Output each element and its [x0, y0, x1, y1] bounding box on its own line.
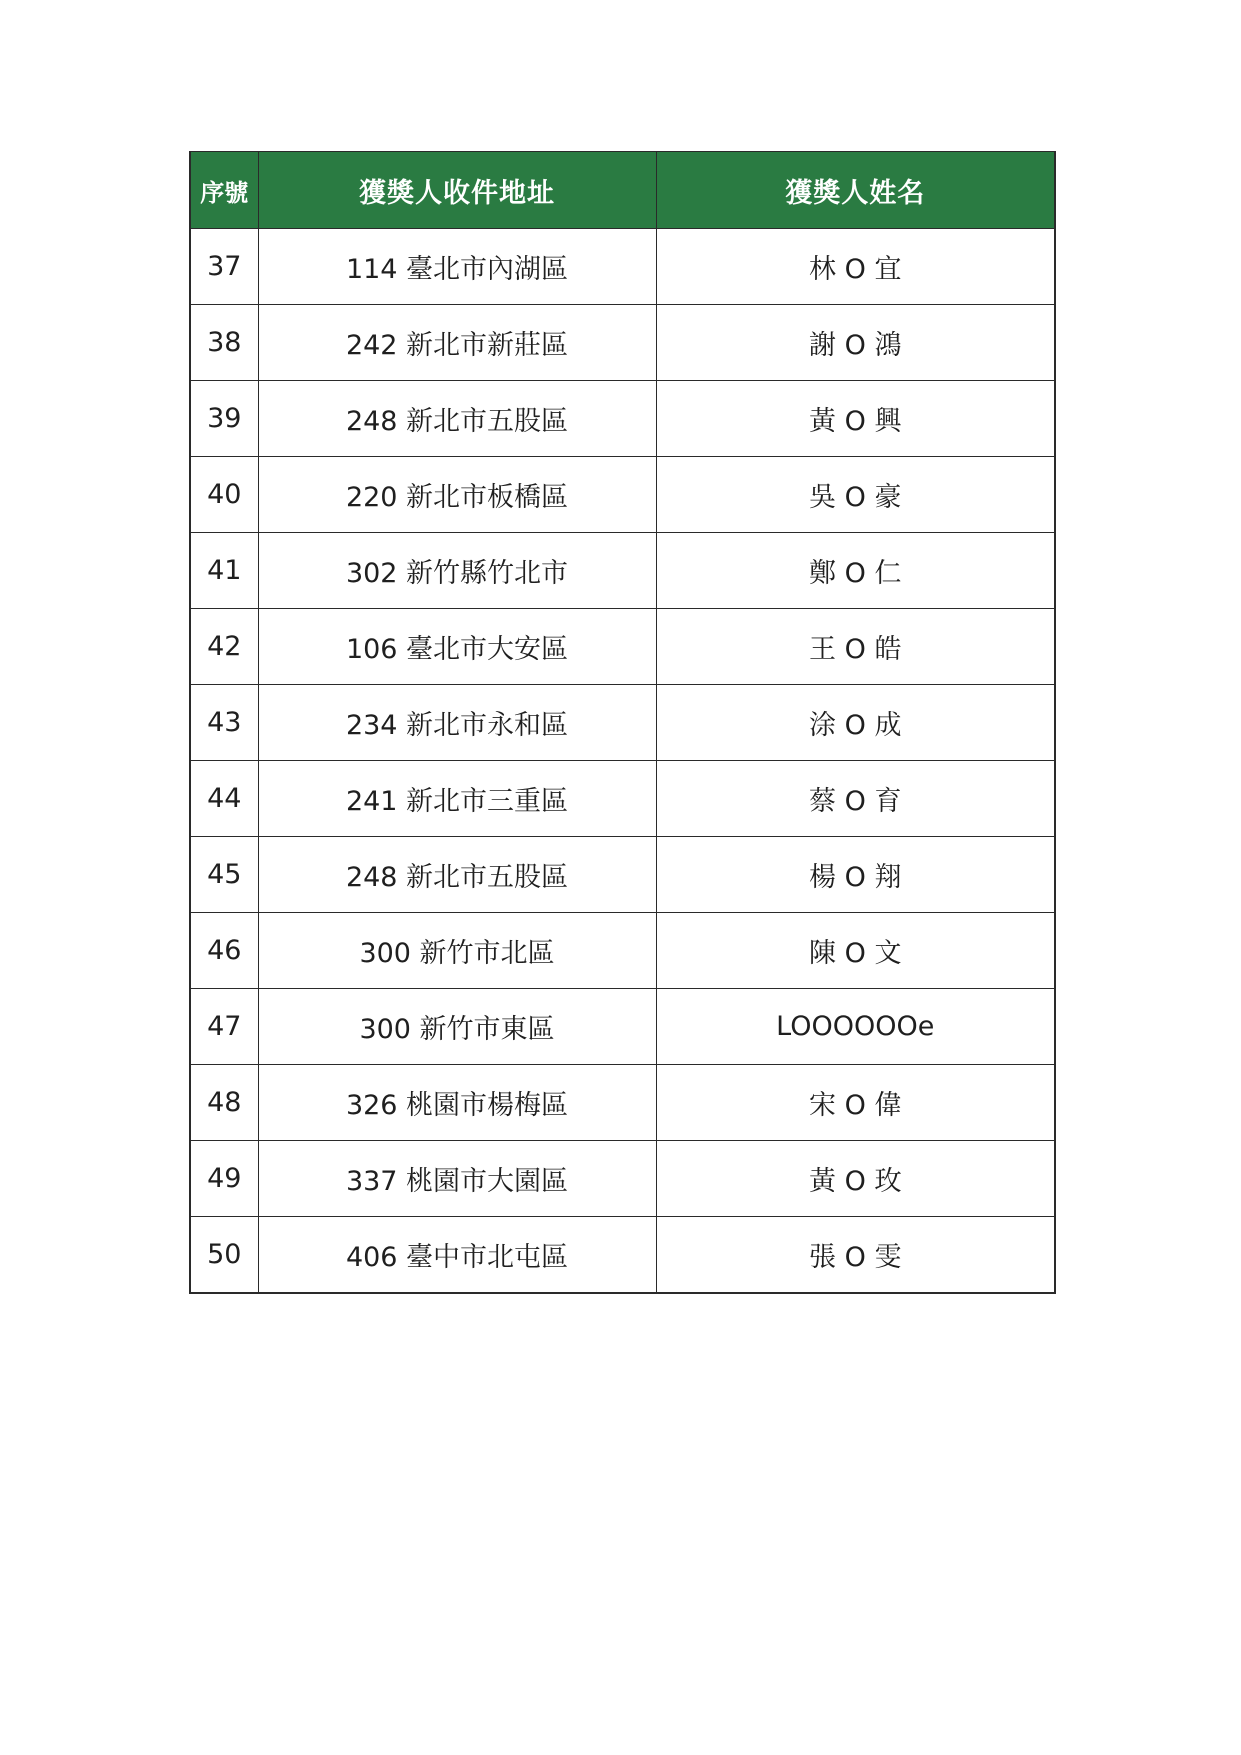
- table-row: [190, 1065, 1055, 1141]
- cell-serial-number: 49: [190, 1141, 258, 1217]
- cell-address: 248 新北市五股區: [258, 381, 656, 457]
- winners-table: [189, 151, 1056, 1294]
- cell-address: 106 臺北市大安區: [258, 609, 656, 685]
- table-row: [190, 609, 1055, 685]
- cell-serial-number: 45: [190, 837, 258, 913]
- header-row: [190, 152, 1055, 229]
- table-header: [190, 152, 1055, 229]
- cell-serial-number: 40: [190, 457, 258, 533]
- cell-address: 406 臺中市北屯區: [258, 1217, 656, 1294]
- cell-name: 張 O 雯: [656, 1217, 1055, 1294]
- cell-address: 300 新竹市東區: [258, 989, 656, 1065]
- cell-address: 114 臺北市內湖區: [258, 229, 656, 305]
- header-recipient-name: 獲獎人姓名: [656, 152, 1055, 229]
- cell-name: 黃 O 興: [656, 381, 1055, 457]
- table-row: [190, 533, 1055, 609]
- cell-address: 220 新北市板橋區: [258, 457, 656, 533]
- cell-name: 宋 O 偉: [656, 1065, 1055, 1141]
- cell-name: 王 O 皓: [656, 609, 1055, 685]
- cell-name: 楊 O 翔: [656, 837, 1055, 913]
- table-row: [190, 1217, 1055, 1294]
- cell-name: 黃 O 玫: [656, 1141, 1055, 1217]
- table-row: [190, 457, 1055, 533]
- cell-serial-number: 37: [190, 229, 258, 305]
- cell-address: 248 新北市五股區: [258, 837, 656, 913]
- cell-serial-number: 48: [190, 1065, 258, 1141]
- header-recipient-address: 獲獎人收件地址: [258, 152, 656, 229]
- cell-name: LOOOOOOe: [656, 989, 1055, 1065]
- cell-serial-number: 46: [190, 913, 258, 989]
- table-row: [190, 685, 1055, 761]
- cell-serial-number: 47: [190, 989, 258, 1065]
- table-row: [190, 1141, 1055, 1217]
- cell-address: 337 桃園市大園區: [258, 1141, 656, 1217]
- table-row: [190, 229, 1055, 305]
- cell-address: 302 新竹縣竹北市: [258, 533, 656, 609]
- table-row: [190, 837, 1055, 913]
- cell-name: 蔡 O 育: [656, 761, 1055, 837]
- cell-address: 234 新北市永和區: [258, 685, 656, 761]
- cell-address: 241 新北市三重區: [258, 761, 656, 837]
- cell-name: 涂 O 成: [656, 685, 1055, 761]
- cell-name: 鄭 O 仁: [656, 533, 1055, 609]
- cell-address: 242 新北市新莊區: [258, 305, 656, 381]
- cell-serial-number: 39: [190, 381, 258, 457]
- table-row: [190, 381, 1055, 457]
- table-row: [190, 989, 1055, 1065]
- cell-address: 326 桃園市楊梅區: [258, 1065, 656, 1141]
- cell-serial-number: 44: [190, 761, 258, 837]
- table-row: [190, 761, 1055, 837]
- cell-serial-number: 42: [190, 609, 258, 685]
- cell-name: 吳 O 豪: [656, 457, 1055, 533]
- cell-serial-number: 50: [190, 1217, 258, 1294]
- table-row: [190, 913, 1055, 989]
- cell-name: 陳 O 文: [656, 913, 1055, 989]
- cell-name: 謝 O 鴻: [656, 305, 1055, 381]
- cell-name: 林 O 宜: [656, 229, 1055, 305]
- cell-address: 300 新竹市北區: [258, 913, 656, 989]
- table-body: [190, 229, 1055, 1294]
- cell-serial-number: 38: [190, 305, 258, 381]
- cell-serial-number: 43: [190, 685, 258, 761]
- table-row: [190, 305, 1055, 381]
- header-serial-number: 序號: [190, 152, 258, 229]
- cell-serial-number: 41: [190, 533, 258, 609]
